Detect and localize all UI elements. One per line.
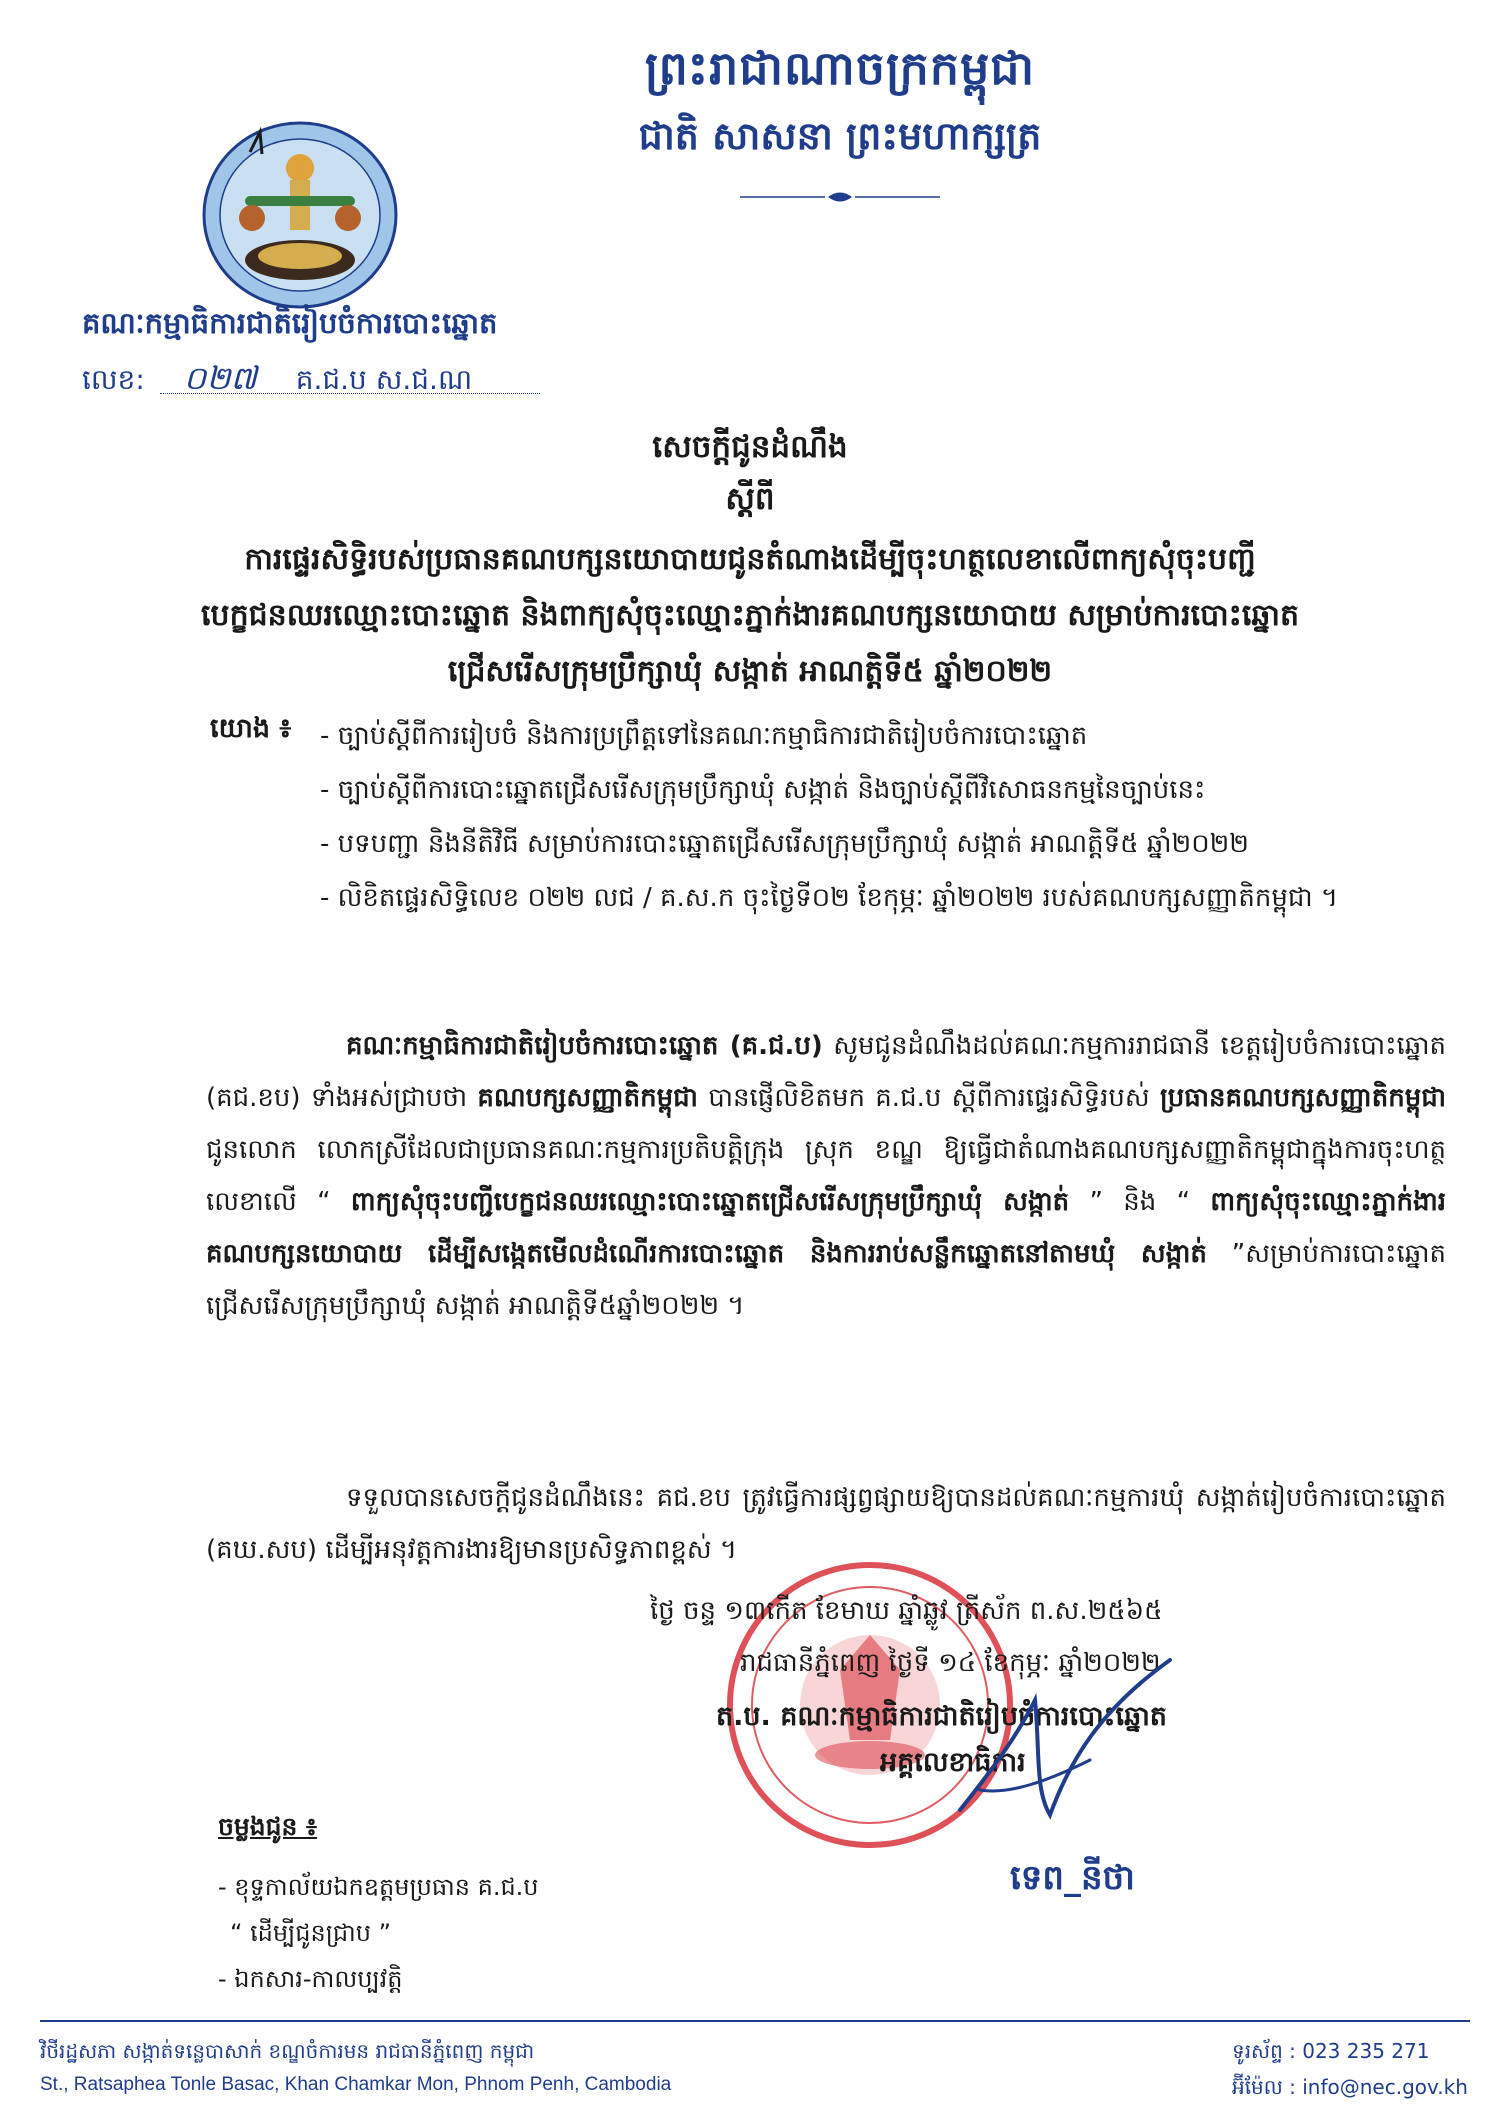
ref-number-handwritten: ០២៧ [183,359,257,397]
basis-label: យោង ៖ [210,713,292,744]
reference-number [82,358,472,405]
notice-regarding: ស្តីពី [725,481,775,517]
body-paragraph-1 [206,1020,1446,1332]
notice-subject: ការផ្ទេរសិទ្ធិរបស់ប្រធានគណបក្សនយោបាយជូនតំណាងដើម្បីចុះហត្ថលេខាលើពាក្យសុំចុះបញ្ជីបេក្ខជនឈរឈ្មោះបោះឆ្នោត និងពាក្យសុំចុះឈ្មោះភ្នាក់ងារគណបក្សនយោបាយ សម្រាប់ការបោះឆ្នោតជ្រើសរើសក្រុមប្រឹក្សាឃុំ សង្កាត់ អាណត្តិទី៥ ឆ្នាំ២០២២ [201,542,1299,689]
solar-date: រាជធានីភ្នំពេញ ថ្ងៃទី ១៤ ខែកុម្ភៈ ឆ្នាំ២០២២ [740,1648,1161,1678]
basis-item: - ច្បាប់ស្តីពីការបោះឆ្នោតជ្រើសរើសក្រុមប្រឹក្សាឃុំ សង្កាត់ និងច្បាប់ស្តីពីវិសោធនកម្មនៃច្បាប់នេះ [320,775,1206,805]
kingdom-title: ព្រះរាជាណាចក្រកម្ពុជា [644,41,1036,95]
ornament-divider [740,190,940,204]
basis-item: - ច្បាប់ស្តីពីការរៀបចំ និងការប្រព្រឹត្តទៅនៃគណៈកម្មាធិការជាតិរៀបចំការបោះឆ្នោត [320,721,1088,751]
cc-item: - ខុទ្ទកាល័យឯកឧត្តមប្រធាន គ.ជ.ប [218,1873,539,1901]
footer-phone: ទូរស័ព្ទ : 023 235 271 [1232,2039,1430,2063]
footer-divider [40,2020,1470,2022]
ref-label: លេខ: [82,363,145,396]
body-paragraph-2: ទទួលបានសេចក្តីជូនដំណឹងនេះ គជ.ខប ត្រូវធ្វើការផ្សព្វផ្សាយឱ្យបានដល់គណៈកម្មការឃុំ សង្កាត់រៀបចំការបោះឆ្នោត (គឃ.សប) ដើម្បីអនុវត្តការងារឱ្យមានប្រសិទ្ធភាពខ្ពស់ ។ [206,1483,1446,1565]
footer-address-khmer: វិថីរដ្ឋសភា សង្កាត់ទន្លេបាសាក់ ខណ្ឌចំការមន រាជធានីភ្នំពេញ កម្ពុជា [40,2039,535,2063]
cc-list [218,1864,539,2002]
body-bold-text: ពាក្យសុំចុះបញ្ជីបេក្ខជនឈរឈ្មោះបោះឆ្នោតជ្រើសរើសក្រុមប្រឹក្សាឃុំ សង្កាត់ [350,1187,1070,1217]
body-text: បានផ្ញើលិខិតមក គ.ជ.ប ស្តីពីការផ្ទេរសិទ្ធិរបស់ [697,1083,1160,1113]
body-bold-text: ប្រធានគណបក្សសញ្ញាតិកម្ពុជា [1159,1083,1446,1113]
organization-name: គណៈកម្មាធិការជាតិរៀបចំការបោះឆ្នោត [82,306,498,340]
lunar-date: ថ្ងៃ ចន្ទ ១៣កើត ខែមាឃ ឆ្នាំឆ្លូវ ត្រីស័ក ព.ស.២៥៦៥ [650,1596,1163,1626]
cc-item: - ឯកសារ-កាលប្បវត្តិ [218,1965,403,1993]
body-text: ”សម្រាប់ការបោះឆ្នោតជ្រើសរើសក្រុមប្រឹក្សាឃុំ សង្កាត់ អាណត្តិទី៥ឆ្នាំ២០២២ ។ [206,1239,1446,1321]
notice-title: សេចក្តីជូនដំណឹង [652,429,848,465]
body-bold-text: ពាក្យសុំចុះឈ្មោះភ្នាក់ងារគណបក្សនយោបាយ ដើម្បីសង្កេតមើលដំណើរការបោះឆ្នោត និងការរាប់សន្លឹកឆ្នោតនៅតាមឃុំ សង្កាត់ [206,1187,1446,1269]
body-text: ជូនលោក លោកស្រីដែលជាប្រធានគណៈកម្មការប្រតិបត្តិក្រុង ស្រុក ខណ្ឌ ឱ្យធ្វើជាតំណាងគណបក្សសញ្ញាតិកម្ពុជាក្នុងការចុះហត្ថលេខាលើ “ [206,1135,1446,1217]
national-motto: ជាតិ សាសនា ព្រះមហាក្សត្រ [638,114,1042,158]
basis-item: - បទបញ្ជា និងនីតិវិធី សម្រាប់ការបោះឆ្នោតជ្រើសរើសក្រុមប្រឹក្សាឃុំ សង្កាត់ អាណត្តិទី៥ ឆ្នាំ២០២២ [320,829,1249,859]
body-text: សូមជូនដំណឹងដល់គណៈកម្មការរាជធានី ខេត្តរៀបចំការបោះឆ្នោត (គជ.ខប) ទាំងអស់ជ្រាបថា [206,1031,1447,1113]
nec-emblem-logo [190,120,410,320]
body-text: ” និង “ [1069,1187,1211,1217]
signatory-organization: ត.ប. គណៈកម្មាធិការជាតិរៀបចំការបោះឆ្នោត [716,1701,1167,1732]
cc-item: “ ដើម្បីជូនជ្រាប ” [230,1919,392,1947]
body-bold-text: គណៈកម្មាធិការជាតិរៀបចំការបោះឆ្នោត (គ.ជ.ប) [346,1031,823,1061]
signatory-title: អគ្គលេខាធិការ [880,1747,1026,1778]
basis-list [320,712,1440,928]
ref-suffix: គ.ជ.ប ស.ជ.ណ [295,363,473,396]
signer-name: ទេព_នីថា [1010,1858,1135,1898]
handwritten-signature [940,1640,1200,1860]
body-bold-text: គណបក្សសញ្ញាតិកម្ពុជា [477,1083,698,1113]
basis-item: - លិខិតផ្ទេរសិទ្ធិលេខ ០២២ លជ / គ.ស.ក ចុះថ្ងៃទី០២ ខែកុម្ភៈ ឆ្នាំ២០២២ របស់គណបក្សសញ្ញាតិកម្ពុជា ។ [320,883,1338,913]
footer-address-english: St., Ratsaphea Tonle Basac, Khan Chamkar Mon, Phnom Penh, Cambodia [40,2074,672,2095]
cc-label: ចម្លងជូន ៖ [218,1812,318,1841]
ref-dotted-line [160,393,540,394]
footer-email[interactable]: អ៊ីម៉ែល : info@nec.gov.kh [1232,2075,1468,2099]
